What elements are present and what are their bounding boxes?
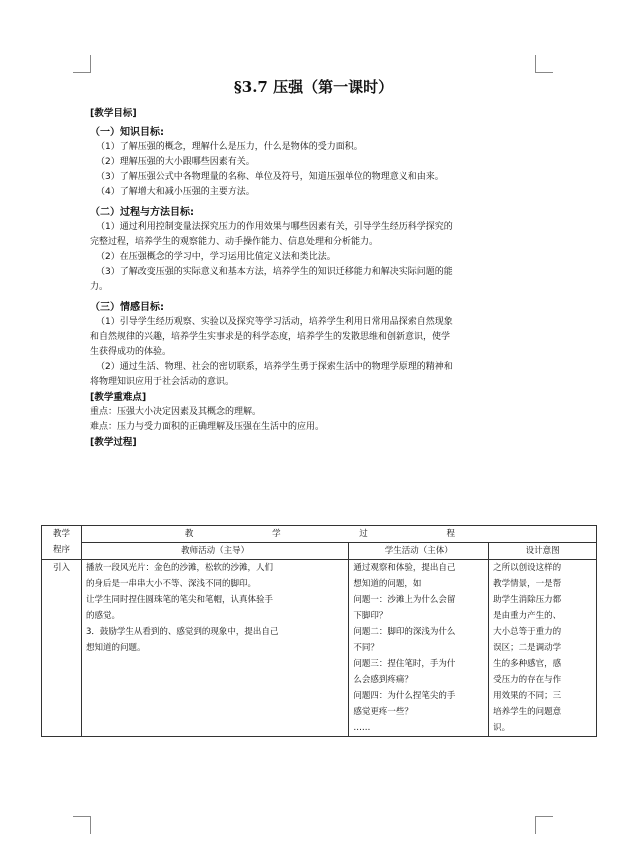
knowledge-item: （2）理解压强的大小跟哪些因素有关。 xyxy=(96,157,255,167)
procedure-header xyxy=(42,526,82,560)
design-intent-header: 设计意图 xyxy=(489,543,597,560)
design-line: 受压力的存在与作 xyxy=(493,675,562,685)
design-line: 之所以创设这样的 xyxy=(493,563,562,573)
design-line: 是由重力产生的、 xyxy=(493,611,562,621)
emotion-item: 和自然规律的兴趣，培养学生实事求是的科学态度，培养学生的发散思维和创新意识，使学 xyxy=(90,332,451,342)
row-label: 引入 xyxy=(42,560,82,737)
student-line: 问题四：为什么捏笔尖的手 xyxy=(353,691,456,701)
emotion-item: （1）引导学生经历观察、实验以及探究等学习活动，培养学生利用日常用品探索自然现象 xyxy=(96,317,453,327)
page-title: §3.7 压强（第一课时） xyxy=(233,78,394,96)
table-row xyxy=(42,560,597,737)
design-line: 误区；二是调动学 xyxy=(493,643,562,653)
objectives-block xyxy=(90,106,550,450)
student-line: 通过观察和体验，提出自己 xyxy=(353,563,456,573)
procedure-header-line: 教学 xyxy=(52,529,70,539)
teacher-line: 3．鼓励学生从看到的、感觉到的现象中，提出自己 xyxy=(85,627,279,637)
process-heading: [教学过程] xyxy=(90,437,137,448)
key-points-heading: [教学重难点] xyxy=(90,392,147,403)
design-line: 生的多种感官，感 xyxy=(493,659,562,669)
design-line: 识。 xyxy=(493,723,511,733)
emotion-item: （2）通过生活、物理、社会的密切联系，培养学生勇于探索生活中的物理学原理的精神和 xyxy=(96,362,453,372)
teaching-process-table xyxy=(41,525,597,737)
student-line: 下脚印？ xyxy=(353,611,388,621)
process-method-heading: （二）过程与方法目标: xyxy=(90,207,194,218)
knowledge-item: （4）了解增大和减小压强的主要方法。 xyxy=(96,187,255,197)
student-line: 不同？ xyxy=(353,643,379,653)
design-intent-cell xyxy=(489,560,597,737)
knowledge-item: （3）了解压强公式中各物理量的名称、单位及符号，知道压强单位的物理意义和由来。 xyxy=(96,172,444,182)
process-method-item: 力。 xyxy=(90,282,109,292)
key-point-difficulty: 难点：压力与受力面积的正确理解及压强在生活中的应用。 xyxy=(90,422,325,432)
procedure-header-line: 程序 xyxy=(52,545,70,555)
design-line: 教学情景，一是帮 xyxy=(493,579,562,589)
objectives-heading: [教学目标] xyxy=(90,108,137,119)
student-line: 感觉更疼一些？ xyxy=(353,707,413,717)
teacher-line: 播放一段风光片：金色的沙滩，松软的沙滩，人们 xyxy=(85,563,273,573)
design-line: 大小总等于重力的 xyxy=(493,627,562,637)
teacher-line: 让学生同时捏住圆珠笔的笔尖和笔帽，认真体验手 xyxy=(85,595,273,605)
student-activity-header: 学生活动（主体） xyxy=(349,543,489,560)
emotion-heading: （三）情感目标: xyxy=(90,302,164,313)
design-line: 用效果的不同；三 xyxy=(493,691,562,701)
process-method-item: （3）了解改变压强的实际意义和基本方法，培养学生的知识迁移能力和解决实际问题的能 xyxy=(96,267,453,277)
process-method-item: 完整过程，培养学生的观察能力、动手操作能力、信息处理和分析能力。 xyxy=(90,237,379,247)
emotion-item: 生获得成功的体验。 xyxy=(90,347,172,357)
student-line: 问题二：脚印的深浅为什么 xyxy=(353,627,456,637)
design-line: 培养学生的问题意 xyxy=(493,707,562,717)
key-point-focus: 重点：压强大小决定因素及其概念的理解。 xyxy=(90,407,262,417)
teacher-activity-header: 教师活动（主导） xyxy=(81,543,348,560)
student-line: 问题一：沙滩上为什么会留 xyxy=(353,595,456,605)
process-method-item: （2）在压强概念的学习中，学习运用比值定义法和类比法。 xyxy=(96,252,336,262)
teacher-activity-cell xyxy=(81,560,348,737)
process-span-header: 教 学 过 程 xyxy=(81,526,596,543)
emotion-item: 将物理知识应用于社会活动的意识。 xyxy=(90,377,235,387)
student-line: …… xyxy=(353,723,371,733)
teacher-line: 的感觉。 xyxy=(85,611,120,621)
process-method-item: （1）通过利用控制变量法探究压力的作用效果与哪些因素有关，引导学生经历科学探究的 xyxy=(96,222,453,232)
teacher-line: 的身后是一串串大小不等、深浅不同的脚印。 xyxy=(85,579,256,589)
student-line: 么会感到疼痛？ xyxy=(353,675,413,685)
knowledge-heading: （一）知识目标: xyxy=(90,127,164,138)
student-activity-cell xyxy=(349,560,489,737)
knowledge-item: （1）了解压强的概念，理解什么是压力，什么是物体的受力面积。 xyxy=(96,142,363,152)
student-line: 问题三：捏住笔时，手为什 xyxy=(353,659,456,669)
teacher-line: 想知道的问题。 xyxy=(85,643,146,653)
student-line: 想知道的问题，如 xyxy=(353,579,422,589)
design-line: 助学生消除压力都 xyxy=(493,595,562,605)
